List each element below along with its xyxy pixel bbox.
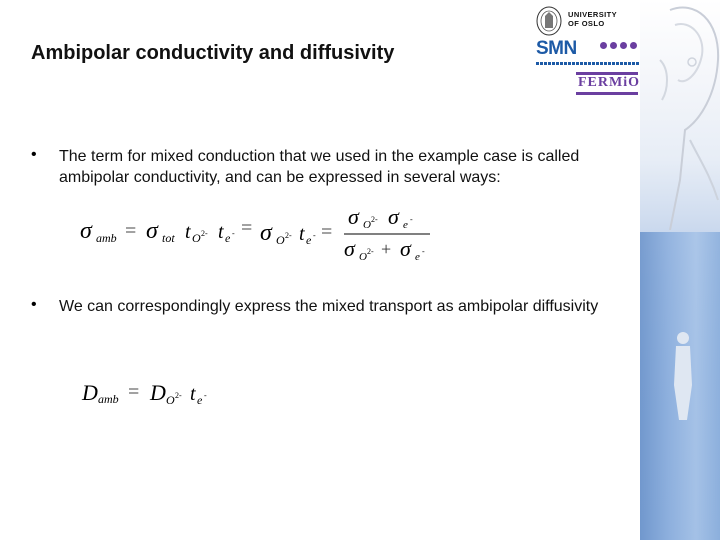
svg-text:amb: amb	[96, 231, 117, 245]
university-wordmark: UNIVERSITY OF OSLO	[568, 10, 618, 28]
svg-text:-: -	[410, 215, 413, 224]
svg-text:σ: σ	[146, 218, 158, 244]
standing-figure-illustration	[668, 330, 698, 420]
svg-text:σ: σ	[260, 220, 272, 246]
bullet-text-conductivity: The term for mixed conduction that we used in the example case is called ambipolar conductivity, and can be expressed in several ways:	[59, 148, 580, 186]
svg-text:e: e	[225, 231, 231, 245]
svg-text:σ: σ	[344, 236, 355, 261]
svg-text:O: O	[192, 231, 201, 245]
logo-block	[530, 4, 640, 100]
svg-text:t: t	[218, 221, 224, 243]
smn-logo: SMN	[536, 38, 577, 59]
university-seal-icon	[536, 6, 562, 36]
sigma-amb-symbol: σ	[80, 218, 92, 244]
bullet-marker: •	[31, 146, 37, 163]
bullet-marker: •	[31, 296, 37, 313]
svg-text:e: e	[306, 233, 312, 247]
bullet-text-diffusivity: We can correspondingly express the mixed transport as ambipolar diffusivity	[59, 298, 599, 315]
svg-text:O: O	[359, 251, 367, 263]
svg-text:-: -	[232, 229, 235, 238]
svg-text:σ: σ	[388, 204, 399, 229]
svg-text:O: O	[166, 393, 175, 407]
statue-head-illustration	[640, 0, 720, 230]
svg-text:e: e	[403, 219, 408, 231]
svg-text:tot: tot	[162, 231, 175, 245]
svg-text:σ: σ	[400, 236, 411, 261]
svg-text:e: e	[197, 393, 203, 407]
fermio-logo: FERMiO	[576, 72, 638, 96]
svg-text:D: D	[150, 380, 166, 405]
svg-text:-: -	[204, 391, 207, 400]
ambipolar-diffusivity-equation	[80, 372, 230, 412]
svg-text:D: D	[82, 380, 98, 405]
svg-text:t: t	[299, 223, 305, 245]
svg-text:amb: amb	[98, 392, 119, 406]
svg-text:t: t	[185, 221, 191, 243]
smn-subtitle-line	[536, 62, 640, 65]
svg-text:2-: 2-	[367, 247, 374, 256]
decorative-side-strip	[640, 0, 720, 540]
svg-text:=: =	[125, 220, 137, 242]
svg-text:2-: 2-	[285, 231, 292, 240]
ambipolar-conductivity-equation	[78, 204, 438, 266]
svg-text:e: e	[415, 251, 420, 263]
svg-text:=: =	[241, 217, 253, 239]
svg-text:2-: 2-	[371, 215, 378, 224]
svg-text:O: O	[363, 219, 371, 231]
svg-text:2-: 2-	[201, 229, 208, 238]
slide-title: Ambipolar conductivity and diffusivity	[31, 42, 395, 64]
smn-dots-icon	[600, 42, 637, 49]
svg-text:=: =	[321, 221, 333, 243]
svg-text:2-: 2-	[175, 391, 182, 400]
svg-text:O: O	[276, 233, 285, 247]
svg-text:-: -	[313, 231, 316, 240]
svg-text:σ: σ	[348, 204, 359, 229]
svg-text:t: t	[190, 383, 196, 405]
svg-text:-: -	[422, 247, 425, 256]
svg-text:+: +	[381, 239, 392, 259]
svg-text:=: =	[128, 381, 140, 403]
